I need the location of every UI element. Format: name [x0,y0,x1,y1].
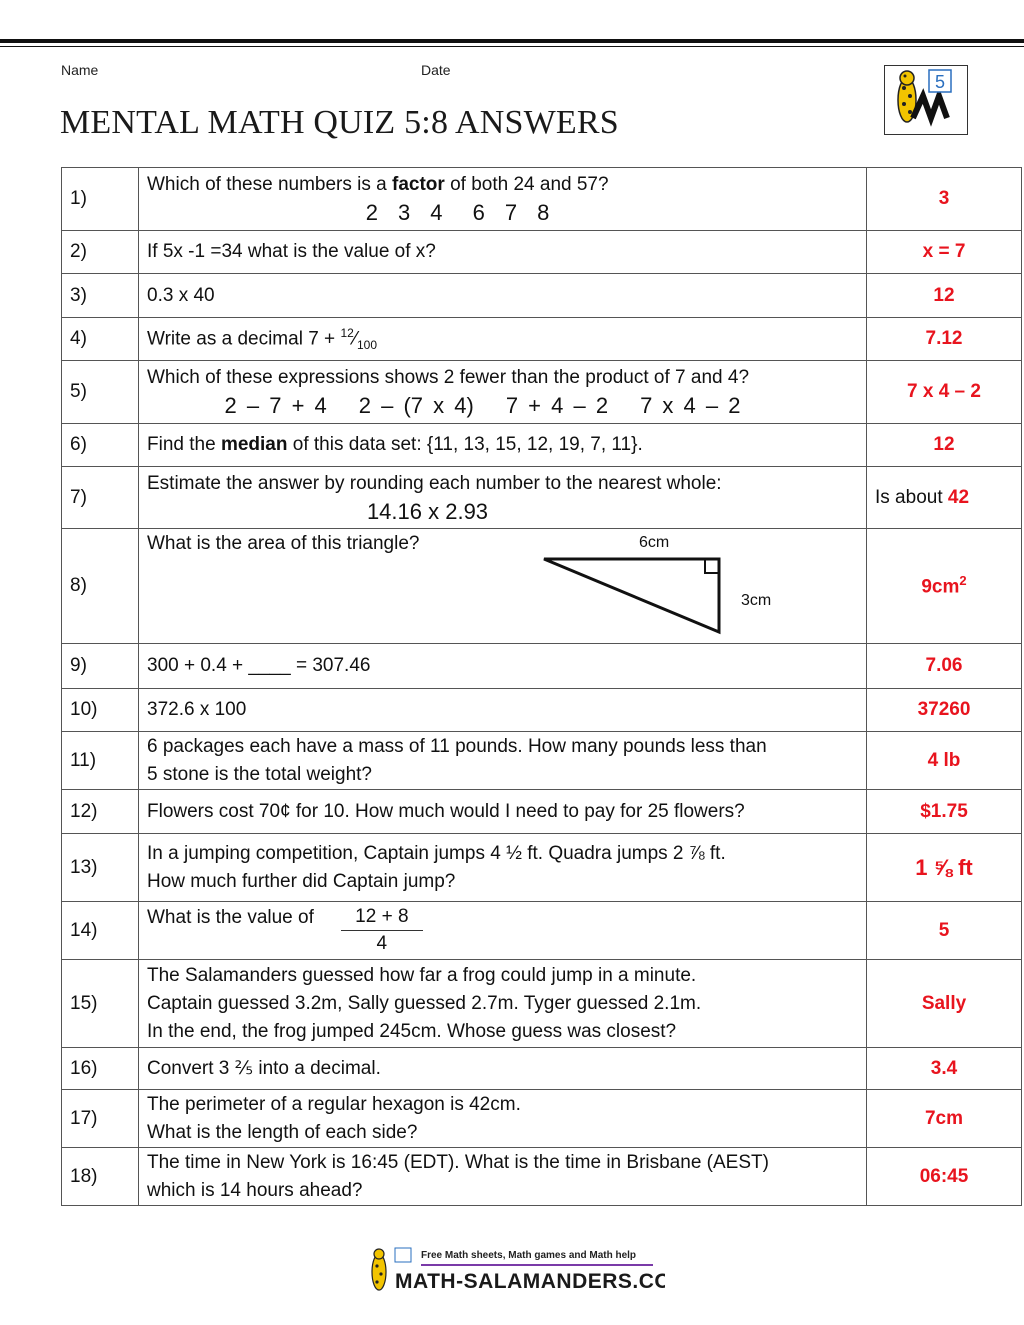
table-row [62,1148,1022,1206]
svg-text:5: 5 [934,72,946,92]
date-label: Date [421,62,451,78]
question-text: What is the value of $\frac{12 + 8}{4}$ [139,902,867,960]
table-row [62,467,1022,529]
question-text: The Salamanders guessed how far a frog could jump in a minute. Captain guessed 3.2m, Sally guessed 2.7m. Tyger guessed 2.1m. In the end, the frog jumped 245cm. Whose guess was closest? [139,960,867,1048]
footer-site-name: MATH-SALAMANDERS.COM [395,1270,665,1293]
table-row [62,960,1022,1048]
question-text: Which of these numbers is a factor of both 24 and 57? 2 3 4 6 7 8 [139,168,867,231]
answer: 3 [867,168,1022,231]
question-number: 13) [62,834,139,902]
question-text: Convert 3 ⅖ into a decimal. [139,1048,867,1090]
table-row [62,902,1022,960]
salamander-logo [884,65,968,135]
question-number: 2) [62,231,139,274]
table-row [62,529,1022,644]
question-text: 372.6 x 100 [139,689,867,732]
table-row [62,732,1022,790]
question-text: In a jumping competition, Captain jumps 4 ½ ft. Quadra jumps 2 ⅞ ft. How much further did Captain jump? [139,834,867,902]
table-row [62,274,1022,318]
question-number: 10) [62,689,139,732]
question-number: 1) [62,168,139,231]
question-text: 300 + 0.4 + ____ = 307.46 [139,644,867,689]
question-text: The perimeter of a regular hexagon is 42cm. What is the length of each side? [139,1090,867,1148]
answer-options: 2 – 7 + 4 2 – (7 x 4) 7 + 4 – 2 7 x 4 – 2 [224,393,741,418]
question-text: Find the median of this data set: {11, 13, 15, 12, 19, 7, 11}. [139,424,867,467]
expression: 14.16 x 2.93 [366,498,489,524]
question-number: 9) [62,644,139,689]
answer: 7.06 [867,644,1022,689]
answer: 12 [867,274,1022,318]
question-number: 14) [62,902,139,960]
answer: Sally [867,960,1022,1048]
top-rule [0,39,1024,43]
table-row [62,361,1022,424]
question-text: If 5x -1 =34 what is the value of x? [139,231,867,274]
salamander-icon [885,66,967,134]
answer-options: 2 3 4 6 7 8 [365,200,550,225]
question-number: 6) [62,424,139,467]
name-label: Name [61,62,99,78]
site-logo [365,1244,665,1296]
question-text: 6 packages each have a mass of 11 pounds. How many pounds less than 5 stone is the total weight? [139,732,867,790]
question-number: 8) [62,529,139,644]
table-row [62,424,1022,467]
answer: 7cm [867,1090,1022,1148]
question-text: Write as a decimal $7 + ^{12}⁄_{100}$ [139,318,867,361]
answer: Is about 42 [867,467,1022,529]
question-text: Estimate the answer by rounding each number to the nearest whole: 14.16 x 2.93 [139,467,867,529]
question-number: 4) [62,318,139,361]
question-text: Flowers cost 70¢ for 10. How much would I need to pay for 25 flowers? [139,790,867,834]
answer: 5 [867,902,1022,960]
question-text: 0.3 x 40 [139,274,867,318]
answer: 06:45 [867,1148,1022,1206]
answer: x = 7 [867,231,1022,274]
table-row [62,790,1022,834]
table-row [62,689,1022,732]
triangle-diagram [529,529,779,639]
question-number: 16) [62,1048,139,1090]
right-angle-marker [705,559,719,573]
quiz-table [61,167,1022,1206]
question-number: 3) [62,274,139,318]
question-number: 15) [62,960,139,1048]
answer: 7.12 [867,318,1022,361]
question-text: What is the area of this triangle? 6cm 3cm [139,529,867,644]
footer-logo [365,1244,665,1296]
page-title: MENTAL MATH QUIZ 5:8 ANSWERS [60,104,619,141]
triangle-shape [544,559,719,632]
table-row [62,231,1022,274]
question-number: 11) [62,732,139,790]
question-number: 7) [62,467,139,529]
question-number: 17) [62,1090,139,1148]
top-rule-thin [0,46,1024,47]
question-text: The time in New York is 16:45 (EDT). What is the time in Brisbane (AEST) which is 14 hours ahead? [139,1148,867,1206]
table-row [62,644,1022,689]
label-6cm: 6cm [639,534,670,551]
label-3cm: 3cm [741,592,772,609]
table-row [62,1048,1022,1090]
answer: $9cm^2$ [867,529,1022,644]
table-row [62,1090,1022,1148]
question-number: 5) [62,361,139,424]
table-row [62,834,1022,902]
answer: 1 ⅝ ft [867,834,1022,902]
table-row [62,318,1022,361]
answer: 12 [867,424,1022,467]
question-text: Which of these expressions shows 2 fewer than the product of 7 and 4? 2 – 7 + 4 2 – (7 x 4) 7 + 4 – 2 7 x 4 – 2 [139,361,867,424]
answer: $1.75 [867,790,1022,834]
answer: 3.4 [867,1048,1022,1090]
question-number: 18) [62,1148,139,1206]
footer-tagline: Free Math sheets, Math games and Math help [421,1250,637,1261]
table-row [62,168,1022,231]
answer: 37260 [867,689,1022,732]
answer: 7 x 4 – 2 [867,361,1022,424]
fraction: $\frac{12 + 8}{4}$ [341,904,422,957]
answer: 4 lb [867,732,1022,790]
question-number: 12) [62,790,139,834]
